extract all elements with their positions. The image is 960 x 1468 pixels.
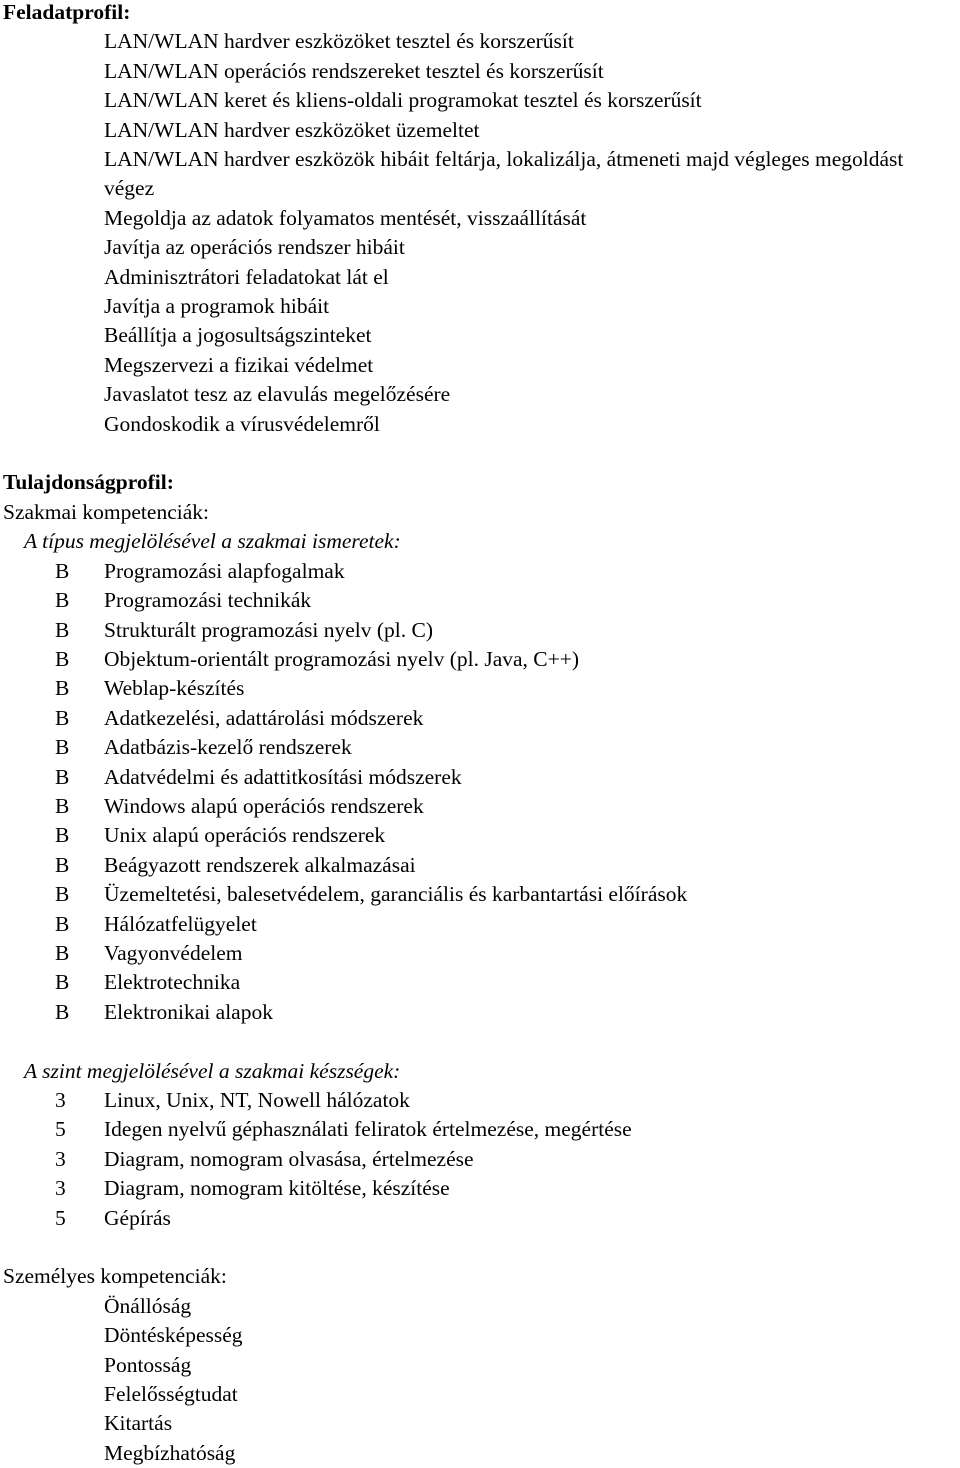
task-profile-list — [0, 27, 960, 439]
item-text: Vagyonvédelem — [104, 940, 243, 965]
table-row — [0, 1174, 960, 1203]
list-item: Javítja az operációs rendszer hibáit — [104, 235, 405, 260]
grade-badge: B — [55, 970, 70, 995]
grade-badge: B — [55, 764, 70, 789]
skills-caption: A szint megjelölésével a szakmai készségek: — [24, 1058, 401, 1083]
list-item: LAN/WLAN keret és kliens-oldali programokat tesztel és korszerűsít — [104, 88, 702, 113]
level-badge: 3 — [55, 1088, 66, 1112]
property-profile-heading: Tulajdonságprofil: — [3, 470, 174, 495]
grade-badge: B — [55, 558, 70, 583]
item-text: Adatkezelési, adattárolási módszerek — [104, 705, 424, 730]
list-item: Pontosság — [104, 1352, 192, 1377]
table-row — [0, 1204, 960, 1233]
list-item: Megszervezi a fizikai védelmet — [104, 352, 374, 377]
grade-badge: B — [55, 852, 70, 877]
table-row — [0, 616, 960, 645]
list-item: LAN/WLAN hardver eszközöket üzemeltet — [104, 117, 480, 142]
grade-badge: B — [55, 588, 70, 613]
personal-competences-list — [0, 1292, 960, 1468]
table-row — [0, 733, 960, 762]
list-item: Megbízhatóság — [104, 1440, 236, 1465]
table-row — [0, 704, 960, 733]
item-text: Strukturált programozási nyelv (pl. C) — [104, 617, 433, 642]
table-row — [0, 792, 960, 821]
spacer — [0, 439, 960, 468]
list-item: LAN/WLAN hardver eszközöket tesztel és korszerűsít — [104, 29, 574, 54]
grade-badge: B — [55, 999, 70, 1024]
table-row — [0, 880, 960, 909]
level-badge: 5 — [55, 1117, 66, 1142]
item-text: Elektronikai alapok — [104, 999, 273, 1024]
item-text: Hálózatfelügyelet — [104, 911, 257, 936]
table-row — [0, 645, 960, 674]
item-text: Elektrotechnika — [104, 970, 241, 995]
list-item: Beállítja a jogosultságszinteket — [104, 323, 372, 348]
item-text: Diagram, nomogram olvasása, értelmezése — [104, 1146, 474, 1171]
list-item: LAN/WLAN hardver eszközök hibáit feltárja, lokalizálja, átmeneti majd végleges megoldást végez — [104, 147, 904, 201]
knowledge-list — [0, 557, 960, 1028]
item-text: Programozási technikák — [104, 588, 312, 613]
item-text: Linux, Unix, NT, Nowell hálózatok — [104, 1088, 410, 1112]
item-text: Unix alapú operációs rendszerek — [104, 823, 386, 848]
item-text: Adatbázis-kezelő rendszerek — [104, 735, 352, 760]
table-row — [0, 1086, 960, 1115]
personal-competences-label: Személyes kompetenciák: — [3, 1264, 227, 1289]
list-item: Javaslatot tesz az elavulás megelőzésére — [104, 382, 451, 407]
item-text: Beágyazott rendszerek alkalmazásai — [104, 852, 416, 877]
list-item: Gondoskodik a vírusvédelemről — [104, 411, 380, 436]
list-item: Kitartás — [104, 1411, 173, 1436]
list-item: Javítja a programok hibáit — [104, 294, 330, 319]
grade-badge: B — [55, 705, 70, 730]
level-badge: 5 — [55, 1205, 66, 1230]
table-row — [0, 586, 960, 615]
table-row — [0, 939, 960, 968]
table-row — [0, 674, 960, 703]
table-row — [0, 851, 960, 880]
table-row — [0, 1145, 960, 1174]
item-text: Adatvédelmi és adattitkosítási módszerek — [104, 764, 462, 789]
table-row — [0, 910, 960, 939]
task-profile-heading: Feladatprofil: — [3, 0, 131, 24]
table-row — [0, 968, 960, 997]
item-text: Gépírás — [104, 1205, 171, 1230]
item-text: Üzemeltetési, balesetvédelem, garanciális és karbantartási előírások — [104, 882, 688, 907]
table-row — [0, 557, 960, 586]
professional-competences-label: Szakmai kompetenciák: — [3, 499, 209, 524]
grade-badge: B — [55, 793, 70, 818]
grade-badge: B — [55, 823, 70, 848]
level-badge: 3 — [55, 1146, 66, 1171]
list-item: Döntésképesség — [104, 1323, 243, 1348]
grade-badge: B — [55, 676, 70, 701]
table-row — [0, 1115, 960, 1144]
table-row — [0, 763, 960, 792]
list-item: Önállóság — [104, 1293, 192, 1318]
knowledge-caption: A típus megjelölésével a szakmai ismeretek: — [24, 529, 401, 554]
spacer — [0, 1027, 960, 1056]
item-text: Windows alapú operációs rendszerek — [104, 793, 424, 818]
item-text: Diagram, nomogram kitöltése, készítése — [104, 1176, 450, 1201]
list-item: Felelősségtudat — [104, 1382, 238, 1407]
list-item: LAN/WLAN operációs rendszereket tesztel és korszerűsít — [104, 58, 604, 83]
grade-badge: B — [55, 735, 70, 760]
spacer — [0, 1233, 960, 1262]
grade-badge: B — [55, 882, 70, 907]
list-item: Megoldja az adatok folyamatos mentését, visszaállítását — [104, 205, 587, 230]
grade-badge: B — [55, 617, 70, 642]
level-badge: 3 — [55, 1176, 66, 1201]
table-row — [0, 821, 960, 850]
table-row — [0, 998, 960, 1027]
item-text: Programozási alapfogalmak — [104, 558, 345, 583]
list-item: Adminisztrátori feladatokat lát el — [104, 264, 389, 289]
grade-badge: B — [55, 646, 70, 671]
item-text: Idegen nyelvű géphasználati feliratok értelmezése, megértése — [104, 1117, 632, 1142]
item-text: Objektum-orientált programozási nyelv (pl. Java, C++) — [104, 646, 580, 671]
grade-badge: B — [55, 940, 70, 965]
item-text: Weblap-készítés — [104, 676, 245, 701]
grade-badge: B — [55, 911, 70, 936]
skills-list — [0, 1086, 960, 1233]
